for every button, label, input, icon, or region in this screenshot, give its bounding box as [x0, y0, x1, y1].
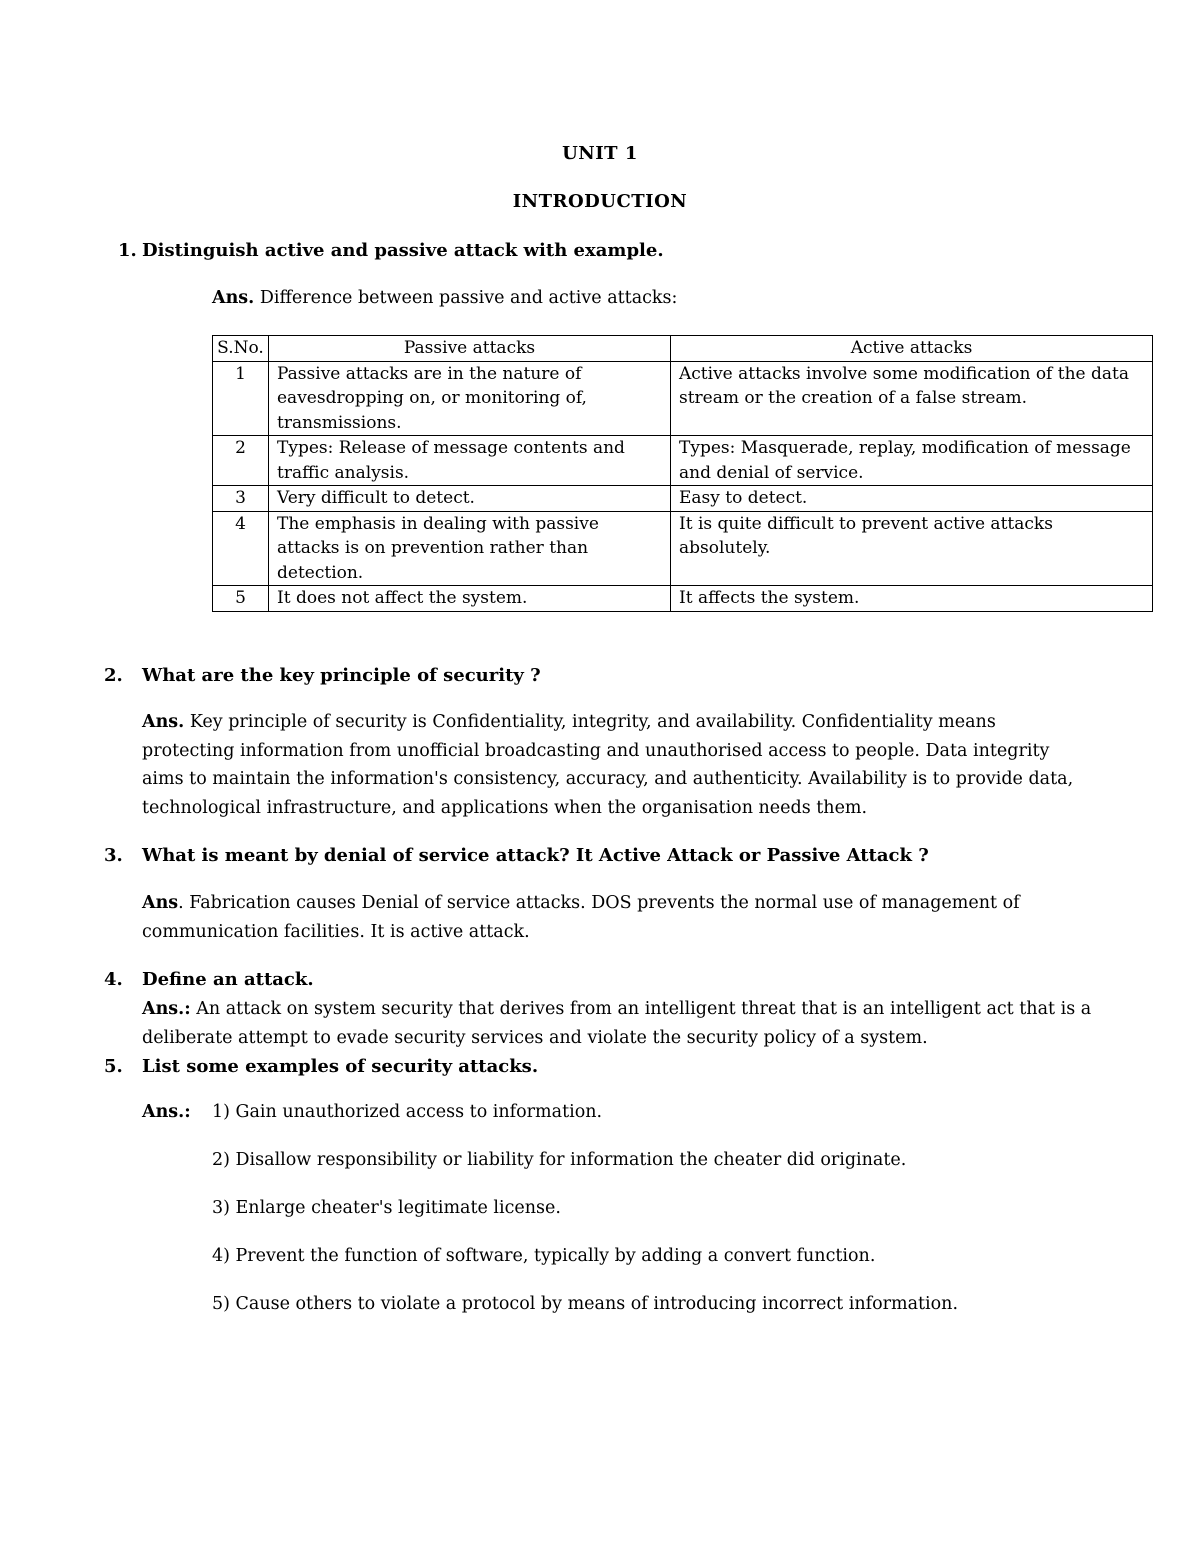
cell-active: It affects the system.	[671, 586, 1153, 612]
q4-number: 4.	[104, 969, 123, 990]
cell-passive: Very difficult to detect.	[269, 486, 671, 512]
table-header-row	[213, 336, 1153, 362]
q3-line-1: . Fabrication causes Denial of service attacks. DOS prevents the normal use of management of	[178, 893, 1020, 913]
table-row	[213, 361, 1153, 436]
cell-passive: Passive attacks are in the nature of eavesdropping on, or monitoring of, transmissions.	[269, 361, 671, 436]
unit-heading: UNIT 1	[562, 143, 638, 164]
q2-question: What are the key principle of security ?	[142, 665, 541, 686]
q4-answer	[142, 995, 1091, 1052]
q1-ans-label: Ans.	[212, 288, 255, 308]
table-row	[213, 586, 1153, 612]
q4-question: Define an attack.	[142, 969, 314, 990]
section-title: INTRODUCTION	[512, 191, 688, 212]
q1-answer	[212, 284, 677, 313]
q3-answer-line	[142, 889, 1020, 918]
q2-answer-line	[142, 708, 1073, 737]
q2-line-4: technological infrastructure, and applications when the organisation needs them.	[142, 797, 868, 818]
q4-answer-line	[142, 995, 1091, 1024]
cell-active: It is quite difficult to prevent active attacks absolutely.	[671, 511, 1153, 586]
cell-passive: It does not affect the system.	[269, 586, 671, 612]
cell-sno: 5	[213, 586, 269, 612]
q3-answer	[142, 889, 1020, 946]
q3-question: What is meant by denial of service attack? It Active Attack or Passive Attack ?	[142, 845, 929, 866]
q4-ans-label: Ans.:	[142, 999, 191, 1019]
q1-question: Distinguish active and passive attack with example.	[142, 240, 664, 261]
cell-sno: 3	[213, 486, 269, 512]
cell-active: Easy to detect.	[671, 486, 1153, 512]
table-row	[213, 486, 1153, 512]
q3-number: 3.	[104, 845, 123, 866]
table-row	[213, 436, 1153, 486]
cell-active: Types: Masquerade, replay, modification of message and denial of service.	[671, 436, 1153, 486]
header-active: Active attacks	[671, 336, 1153, 362]
q5-item-5: 5) Cause others to violate a protocol by means of introducing incorrect information.	[212, 1294, 959, 1314]
q5-item-3: 3) Enlarge cheater's legitimate license.	[212, 1198, 561, 1218]
q2-line-2: protecting information from unofficial broadcasting and unauthorised access to people. Data integrity	[142, 740, 1050, 761]
q5-number: 5.	[104, 1056, 123, 1077]
q2-answer	[142, 708, 1073, 822]
q4-line-2: deliberate attempt to evade security services and violate the security policy of a system.	[142, 1027, 928, 1048]
q2-line-1: Key principle of security is Confidentiality, integrity, and availability. Confidentiality means	[184, 712, 996, 732]
q3-line-2: communication facilities. It is active attack.	[142, 921, 530, 942]
q1-number: 1.	[118, 240, 137, 261]
q5-item-2: 2) Disallow responsibility or liability for information the cheater did originate.	[212, 1150, 907, 1170]
cell-sno: 2	[213, 436, 269, 486]
q1-ans-text: Difference between passive and active attacks:	[254, 288, 678, 308]
cell-passive: Types: Release of message contents and traffic analysis.	[269, 436, 671, 486]
q2-ans-label: Ans.	[142, 712, 185, 732]
cell-active: Active attacks involve some modification of the data stream or the creation of a false stream.	[671, 361, 1153, 436]
q2-number: 2.	[104, 665, 123, 686]
cell-passive: The emphasis in dealing with passive attacks is on prevention rather than detection.	[269, 511, 671, 586]
cell-sno: 1	[213, 361, 269, 436]
q3-ans-label: Ans	[142, 893, 179, 913]
q5-ans-label: Ans.:	[142, 1102, 191, 1122]
table-row	[213, 511, 1153, 586]
q4-line-1: An attack on system security that derives from an intelligent threat that is an intelligent act that is a	[190, 999, 1092, 1019]
q2-line-3: aims to maintain the information's consistency, accuracy, and authenticity. Availability is to provide data,	[142, 769, 1074, 789]
cell-sno: 4	[213, 511, 269, 586]
q5-item-4: 4) Prevent the function of software, typically by adding a convert function.	[212, 1246, 876, 1266]
header-passive: Passive attacks	[269, 336, 671, 362]
q5-question: List some examples of security attacks.	[142, 1056, 539, 1077]
comparison-table	[212, 335, 1153, 612]
header-sno: S.No.	[213, 336, 269, 362]
q5-item-1: 1) Gain unauthorized access to information.	[212, 1102, 603, 1122]
